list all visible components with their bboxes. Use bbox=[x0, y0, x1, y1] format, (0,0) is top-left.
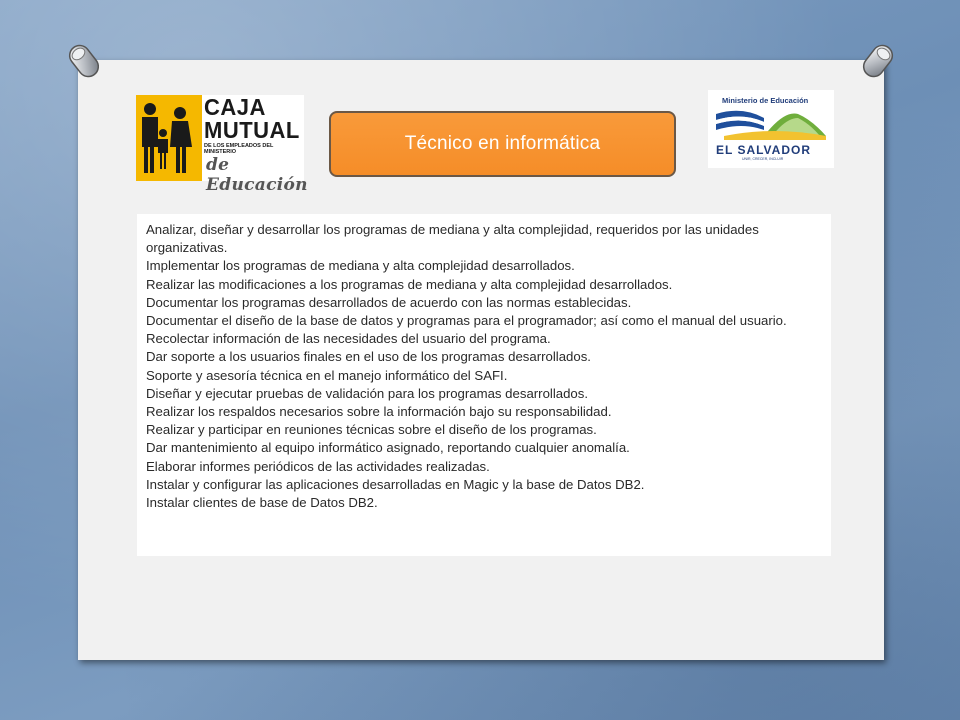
duty-item: Implementar los programas de mediana y alta complejidad desarrollados. bbox=[146, 258, 575, 274]
duty-item: Realizar las modificaciones a los programas de mediana y alta complejidad desarrollados. bbox=[146, 276, 673, 292]
duties-text-box bbox=[137, 214, 831, 556]
logo-wordmark: CAJA MUTUAL bbox=[204, 93, 300, 144]
duty-item: Dar mantenimiento al equipo informático asignado, reportando cualquier anomalía. bbox=[146, 440, 630, 456]
duty-item: Documentar el diseño de la base de datos y programas para el programador; así como el manual del usuario. bbox=[146, 313, 787, 329]
tagline-label: UNIR, CRECER, INCLUIR bbox=[742, 157, 784, 161]
logo-subtitle: DE LOS EMPLEADOS DEL MINISTERIO bbox=[204, 143, 274, 155]
duty-item: Diseñar y ejecutar pruebas de validación para los programas desarrollados. bbox=[146, 385, 589, 401]
duty-item: Recolectar información de las necesidades del usuario del programa. bbox=[146, 331, 551, 347]
duty-item: Soporte y asesoría técnica en el manejo informático del SAFI. bbox=[146, 367, 508, 383]
duty-item: Instalar y configurar las aplicaciones desarrolladas en Magic y la base de Datos DB2. bbox=[146, 476, 645, 492]
duty-item: Realizar y participar en reuniones técnicas sobre el diseño de los programas. bbox=[146, 422, 597, 438]
duty-item: Dar soporte a los usuarios finales en el uso de los programas desarrollados. bbox=[146, 349, 591, 365]
flag-mountain-icon bbox=[714, 106, 828, 142]
family-emblem-icon bbox=[136, 95, 202, 181]
logo-script-text: de Educación bbox=[206, 155, 308, 195]
country-label: EL SALVADOR bbox=[716, 143, 812, 157]
pushpin-icon bbox=[62, 40, 106, 82]
ministerio-logo bbox=[708, 90, 834, 168]
duty-item: Instalar clientes de base de Datos DB2. bbox=[146, 495, 378, 511]
duty-item: Documentar los programas desarrollados de acuerdo con las normas establecidas. bbox=[146, 294, 632, 310]
duty-item: Realizar los respaldos necesarios sobre la información bajo su responsabilidad. bbox=[146, 404, 612, 420]
title-banner bbox=[329, 111, 676, 177]
ministerio-label: Ministerio de Educación bbox=[722, 96, 809, 105]
duty-item: Analizar, diseñar y desarrollar los programas de mediana y alta complejidad, requeridos por las unidades organizativas. bbox=[146, 222, 759, 256]
pushpin-icon bbox=[856, 40, 900, 82]
caja-mutual-logo bbox=[136, 93, 308, 195]
duty-item: Elaborar informes periódicos de las actividades realizadas. bbox=[146, 458, 490, 474]
page-title: Técnico en informática bbox=[404, 133, 601, 154]
